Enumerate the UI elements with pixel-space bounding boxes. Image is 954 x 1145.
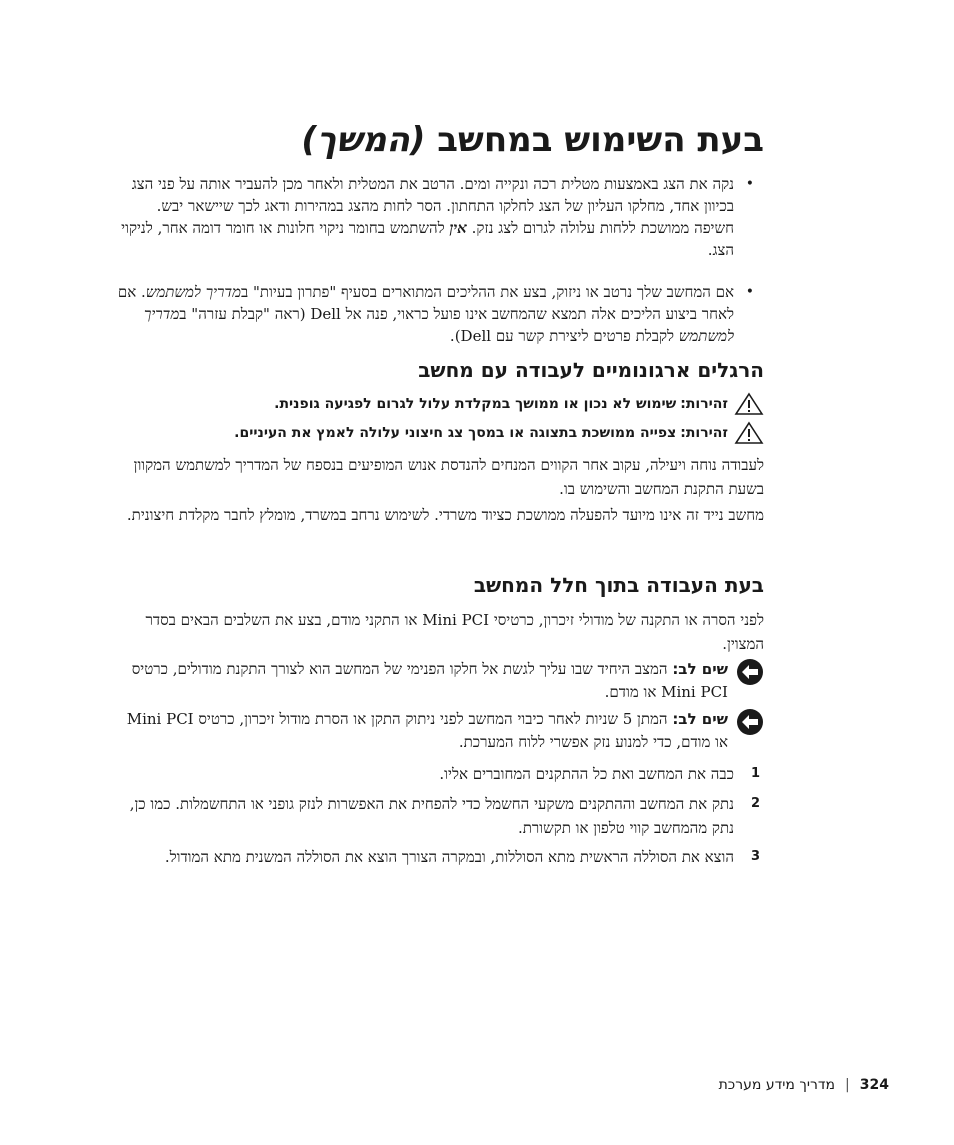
procedure-step [104,792,764,840]
step-text: הוצא את הסוללה הראשית מתא הסוללות, ובמקרה הצורך הוצא את הסוללה המשנית מתא המודול. [164,848,734,866]
caution-text: שימוש לא נכון או ממושך במקלדת עלול לגרום לפגיעה גופנית. [274,396,677,412]
caution-notice [114,392,764,416]
caution-text: צפייה ממושכת בתצוגה או במסך צג חיצוני עלולה לאמץ את העיניים. [234,425,677,441]
caution-notice [114,421,764,445]
list-item [114,173,764,261]
bullet-text: נקה את הצג באמצעות מטלית רכה ונקייה ומים. הרטב את המטלית ולאחר מכן להעביר אותה על פני הצג בכיוון אחד, מחלקו העליון של הצג לחלקו התחתון. הסר לחות מהצג במהירות ודאג לכך שיישאר יבש. חשיפה ממושכת ללחות עלולה לגרום לצג נזק. [131,175,734,237]
step-text: כבה את המחשב ואת כל ההתקנים המחוברים אליו. [439,765,734,783]
notice-arrow-icon [736,708,764,736]
caution-label: זהירות: [680,396,728,412]
bullet-emphasis: אין [449,219,467,237]
procedure-step [104,845,764,869]
notice-note [124,658,764,704]
step-text: נתק את המחשב וההתקנים משקעי החשמל כדי להפחית את האפשרות לנזק גופני או התחשמלות. כמו כן, נתק מהמחשב קווי טלפון או תקשורת. [129,795,734,837]
bullet-list [114,173,764,347]
body-paragraph: לפני הסרה או התקנה של מודולי זיכרון, כרטיסי Mini PCI או התקני מודם, בצע את השלבים הבאים בסדר המצוין. [145,611,764,653]
page-title-main: בעת השימוש במחשב [437,120,764,160]
warning-triangle-icon [734,392,764,416]
step-number: 2 [750,796,760,811]
page-footer [719,1075,889,1095]
list-item [114,281,764,347]
page-number: 324 [859,1077,889,1093]
section-heading-inside-computer: בעת העבודה בתוך חלל המחשב [473,573,764,597]
step-number: 3 [750,849,760,864]
footer-title: מדריך מידע מערכת [718,1077,836,1093]
notice-note [124,708,764,754]
notice-text: המתן 5 שניות לאחר כיבוי המחשב לפני ניתוק התקן או הסרת מודול זיכרון, כרטיס Mini PCI או מודם, כדי למנוע נזק אפשרי ללוח המערכת. [126,710,728,751]
step-number: 1 [750,766,760,781]
bullet-text: לקבלת פרטים ליצירת קשר עם Dell). [449,327,679,345]
warning-triangle-icon [734,421,764,445]
bullet-text: . אם לאחר ביצוע הליכים אלה תמצא שהמחשב אינו פועל כראוי, פנה אל Dell (ראה "קבלת עזרה" ב [117,283,734,323]
footer-separator: | [845,1077,850,1093]
notice-text: המצב היחיד שבו עליך לגשת אל חלקו הפנימי של המחשב הוא לצורך התקנת מודולים, כרטיס Mini PCI או מודם. [131,660,728,701]
bullet-text: אם המחשב שלך נרטב או ניזוק, בצע את ההליכים המתוארים בסעיף "פתרון בעיות" ב [241,283,734,301]
page-title [104,118,764,162]
bullet-emphasis: מדריך למשתמש [145,283,242,301]
body-paragraph: לעבודה נוחה ויעילה, עקוב אחר הקווים המנחים להנדסת אנוש המופיעים בנספח של המדריך למשתמש המקוון בשעת התקנת המחשב והשימוש בו. [133,456,764,498]
page-title-continued: (המשך) [301,120,426,160]
caution-label: זהירות: [680,425,728,441]
bullet-emphasis: מדריך למשתמש [143,305,734,345]
notice-arrow-icon [736,658,764,686]
bullet-text: להשתמש בחומר ניקוי חלונות או חומר דומה אחר, לניקוי הצג. [121,219,734,259]
section-heading-ergonomics: הרגלים ארגונומיים לעבודה עם מחשב [418,358,764,382]
bullet-icon: • [745,284,754,300]
bullet-icon: • [745,176,754,192]
notice-label: שים לב: [672,710,728,728]
procedure-step [104,762,764,786]
body-paragraph: מחשב נייד זה אינו מיועד להפעלה ממושכת כציוד משרדי. לשימוש נרחב במשרד, מומלץ לחבר מקלדת חיצונית. [126,506,764,524]
notice-label: שים לב: [672,660,728,678]
